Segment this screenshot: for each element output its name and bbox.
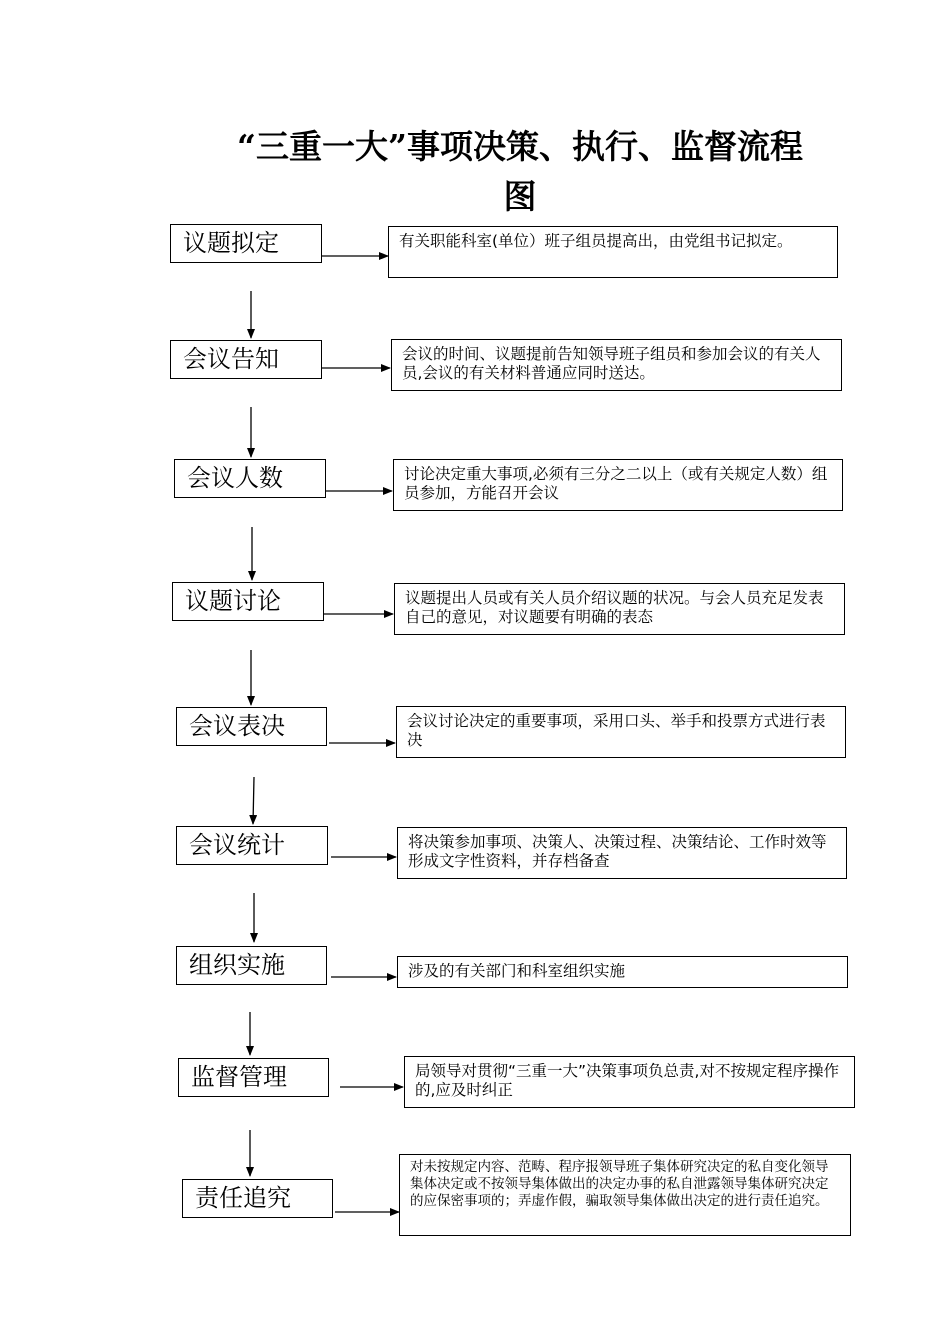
description-text: 讨论决定重大事项,必须有三分之二以上（或有关规定人数）组员参加，方能召开会议 [404,465,828,502]
step-label: 监督管理 [191,1063,287,1091]
flow-arrow-5 [253,777,254,824]
description-box-7 [397,956,848,988]
step-label: 会议人数 [187,464,283,492]
title-line-1: “三重一大”事项决策、执行、监督流程 [237,127,803,166]
title-line-2: 图 [503,177,537,216]
description-text: 会议讨论决定的重要事项，采用口头、举手和投票方式进行表决 [407,712,826,749]
description-box-4 [394,583,845,635]
step-box-4 [172,582,324,621]
description-text: 涉及的有关部门和科室组织实施 [408,962,626,980]
step-box-7 [176,946,327,985]
step-box-1 [170,224,322,263]
step-label: 议题拟定 [183,229,279,257]
description-box-9 [399,1154,851,1236]
description-text: 局领导对贯彻“三重一大”决策事项负总责,对不按规定程序操作的,应及时纠正 [415,1062,839,1099]
step-box-5 [176,707,327,746]
step-label: 会议表决 [189,712,285,740]
description-text: 对未按规定内容、范畴、程序报领导班子集体研究决定的私自变化领导集体决定或不按领导集体做出的决定办事的私自泄露领导集体研究决定的应保密事项的；弄虚作假，骗取领导集体做出决定的进行责任追究。 [410,1159,829,1209]
step-label: 议题讨论 [185,587,281,615]
description-text: 会议的时间、议题提前告知领导班子组员和参加会议的有关人员,会议的有关材料普通应同时送达。 [402,345,821,382]
step-box-3 [174,459,326,498]
description-box-3 [393,459,843,511]
step-box-6 [176,826,328,865]
step-label: 会议告知 [183,345,279,373]
step-box-2 [170,340,322,379]
description-box-2 [391,339,842,391]
step-label: 组织实施 [189,951,285,979]
description-box-5 [396,706,846,758]
description-text: 议题提出人员或有关人员介绍议题的状况。与会人员充足发表自己的意见，对议题要有明确的表态 [405,589,824,626]
description-text: 有关职能科室(单位）班子组员提高出，由党组书记拟定。 [399,232,793,250]
description-text: 将决策参加事项、决策人、决策过程、决策结论、工作时效等形成文字性资料，并存档备查 [408,833,827,870]
description-box-6 [397,827,847,879]
step-box-8 [178,1058,329,1097]
step-label: 责任追究 [195,1184,291,1212]
description-box-8 [404,1056,855,1108]
step-label: 会议统计 [189,831,285,859]
step-box-9 [182,1179,333,1218]
description-box-1 [388,226,838,278]
